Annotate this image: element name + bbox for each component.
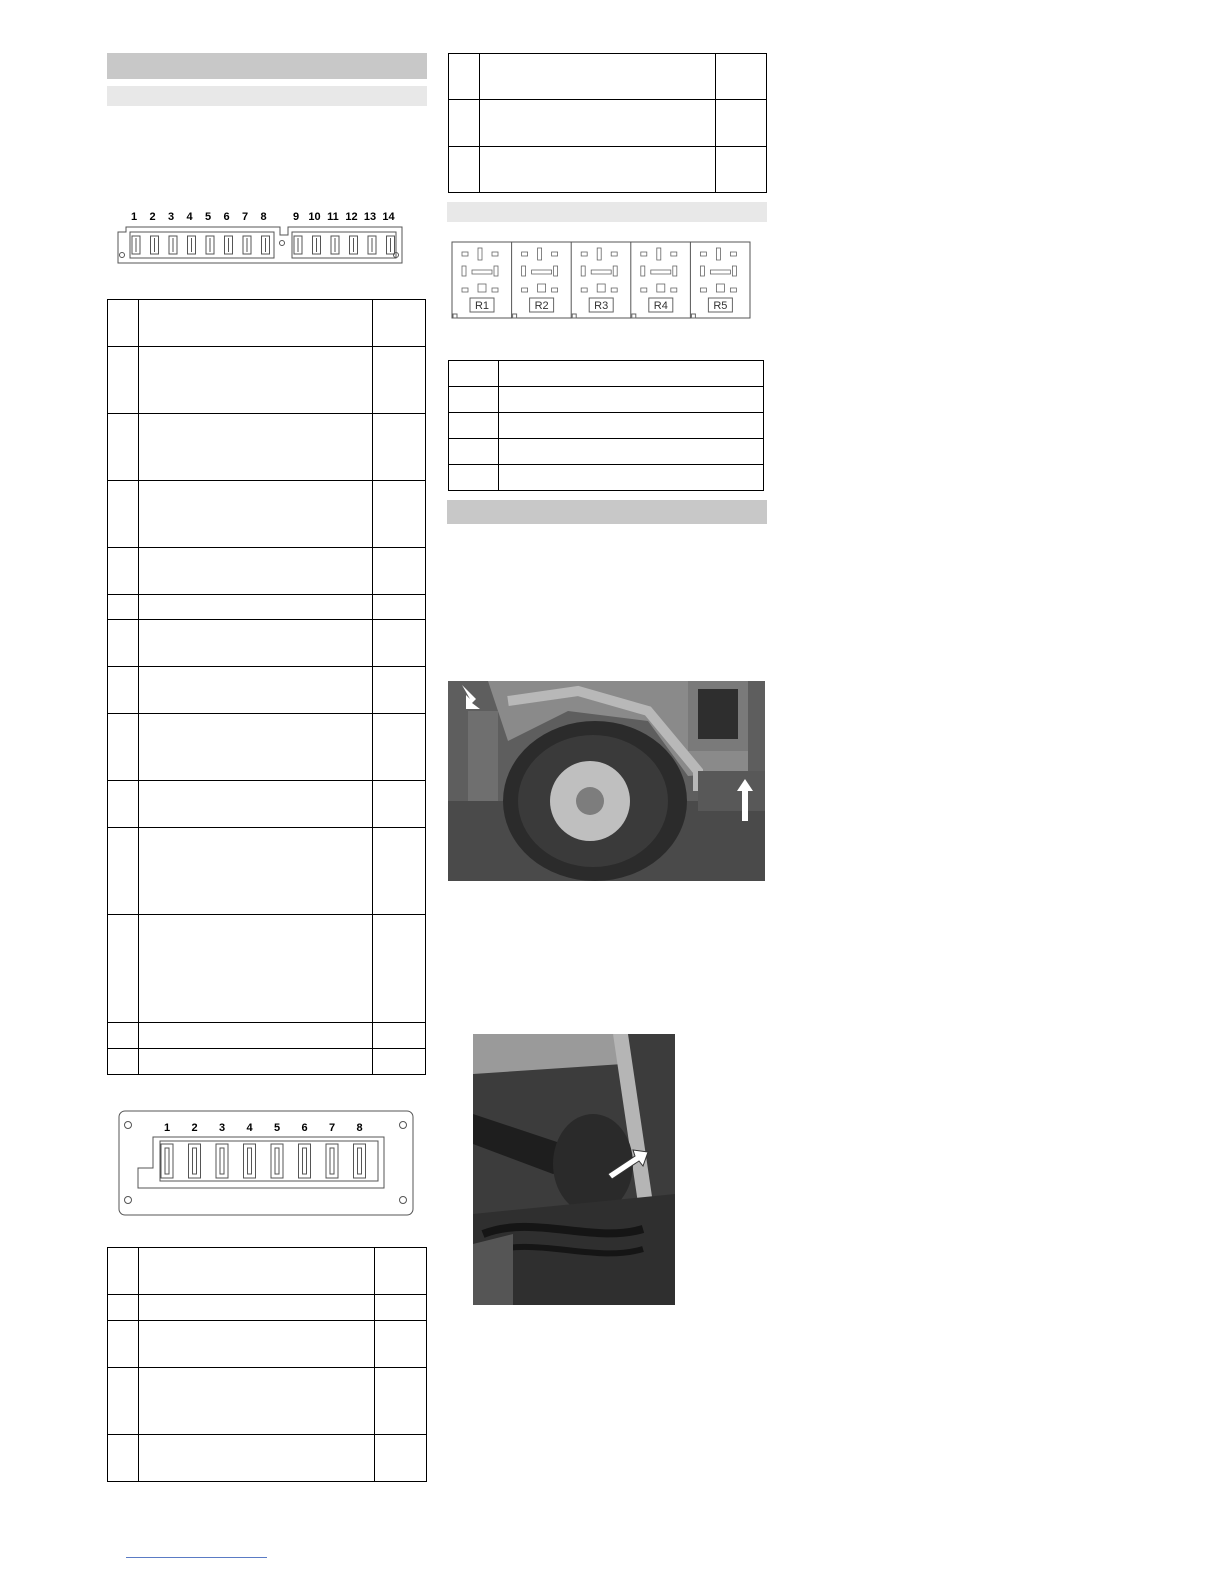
pin-slot <box>244 1144 256 1178</box>
relay-label: R2 <box>534 300 549 312</box>
connector-8-pin-diagram <box>116 1108 416 1220</box>
pin-number-label: 12 <box>345 211 358 223</box>
pin-number-label: 2 <box>191 1122 198 1134</box>
section-header-bar-2 <box>447 500 767 524</box>
pin-number-label: 2 <box>149 211 156 223</box>
relay-label: R4 <box>653 300 668 312</box>
connector-14-pin-diagram <box>110 205 410 267</box>
pin-number-label: 1 <box>163 1122 171 1134</box>
section-header-bar <box>107 53 427 79</box>
pin-slot <box>216 1144 228 1178</box>
relay-label: R3 <box>594 300 609 312</box>
subsection-header-bar <box>107 86 427 106</box>
pin-number-label: 10 <box>308 211 321 223</box>
pin-assignment-table-2 <box>107 1247 427 1482</box>
relay-section-header-bar <box>447 202 767 222</box>
footer-link[interactable] <box>126 1557 267 1558</box>
pin-slot <box>271 1144 283 1178</box>
frame-detail-photo <box>473 1034 675 1305</box>
pin-number-label: 5 <box>273 1122 281 1134</box>
pin-number-label: 6 <box>223 211 230 223</box>
pin-number-label: 5 <box>204 211 212 223</box>
pin-number-label: 1 <box>130 211 138 223</box>
pin-slot <box>299 1144 311 1178</box>
pin-assignment-table-3 <box>448 53 767 193</box>
pin-assignment-table-1 <box>107 299 426 1075</box>
pin-number-label: 14 <box>382 211 395 223</box>
pin-number-label: 3 <box>218 1122 226 1134</box>
pin-number-label: 7 <box>328 1122 336 1134</box>
pin-number-label: 6 <box>301 1122 308 1134</box>
pin-slot <box>161 1144 173 1178</box>
relay-label: R5 <box>713 300 728 312</box>
pin-slot <box>189 1144 201 1178</box>
pin-number-label: 8 <box>260 211 267 223</box>
pin-number-label: 4 <box>186 211 193 223</box>
pin-slot <box>326 1144 338 1178</box>
pin-number-label: 7 <box>241 211 249 223</box>
pin-number-label: 3 <box>167 211 175 223</box>
pin-slot <box>354 1144 366 1178</box>
relay-box-diagram <box>450 240 752 322</box>
pin-number-label: 11 <box>327 211 339 223</box>
pin-number-label: 8 <box>356 1122 363 1134</box>
pin-number-label: 9 <box>292 211 300 223</box>
pin-number-label: 4 <box>246 1122 253 1134</box>
tractor-wheel-photo <box>448 681 765 881</box>
relay-label: R1 <box>474 300 490 312</box>
pin-number-label: 13 <box>363 211 377 223</box>
relay-table <box>448 360 764 491</box>
